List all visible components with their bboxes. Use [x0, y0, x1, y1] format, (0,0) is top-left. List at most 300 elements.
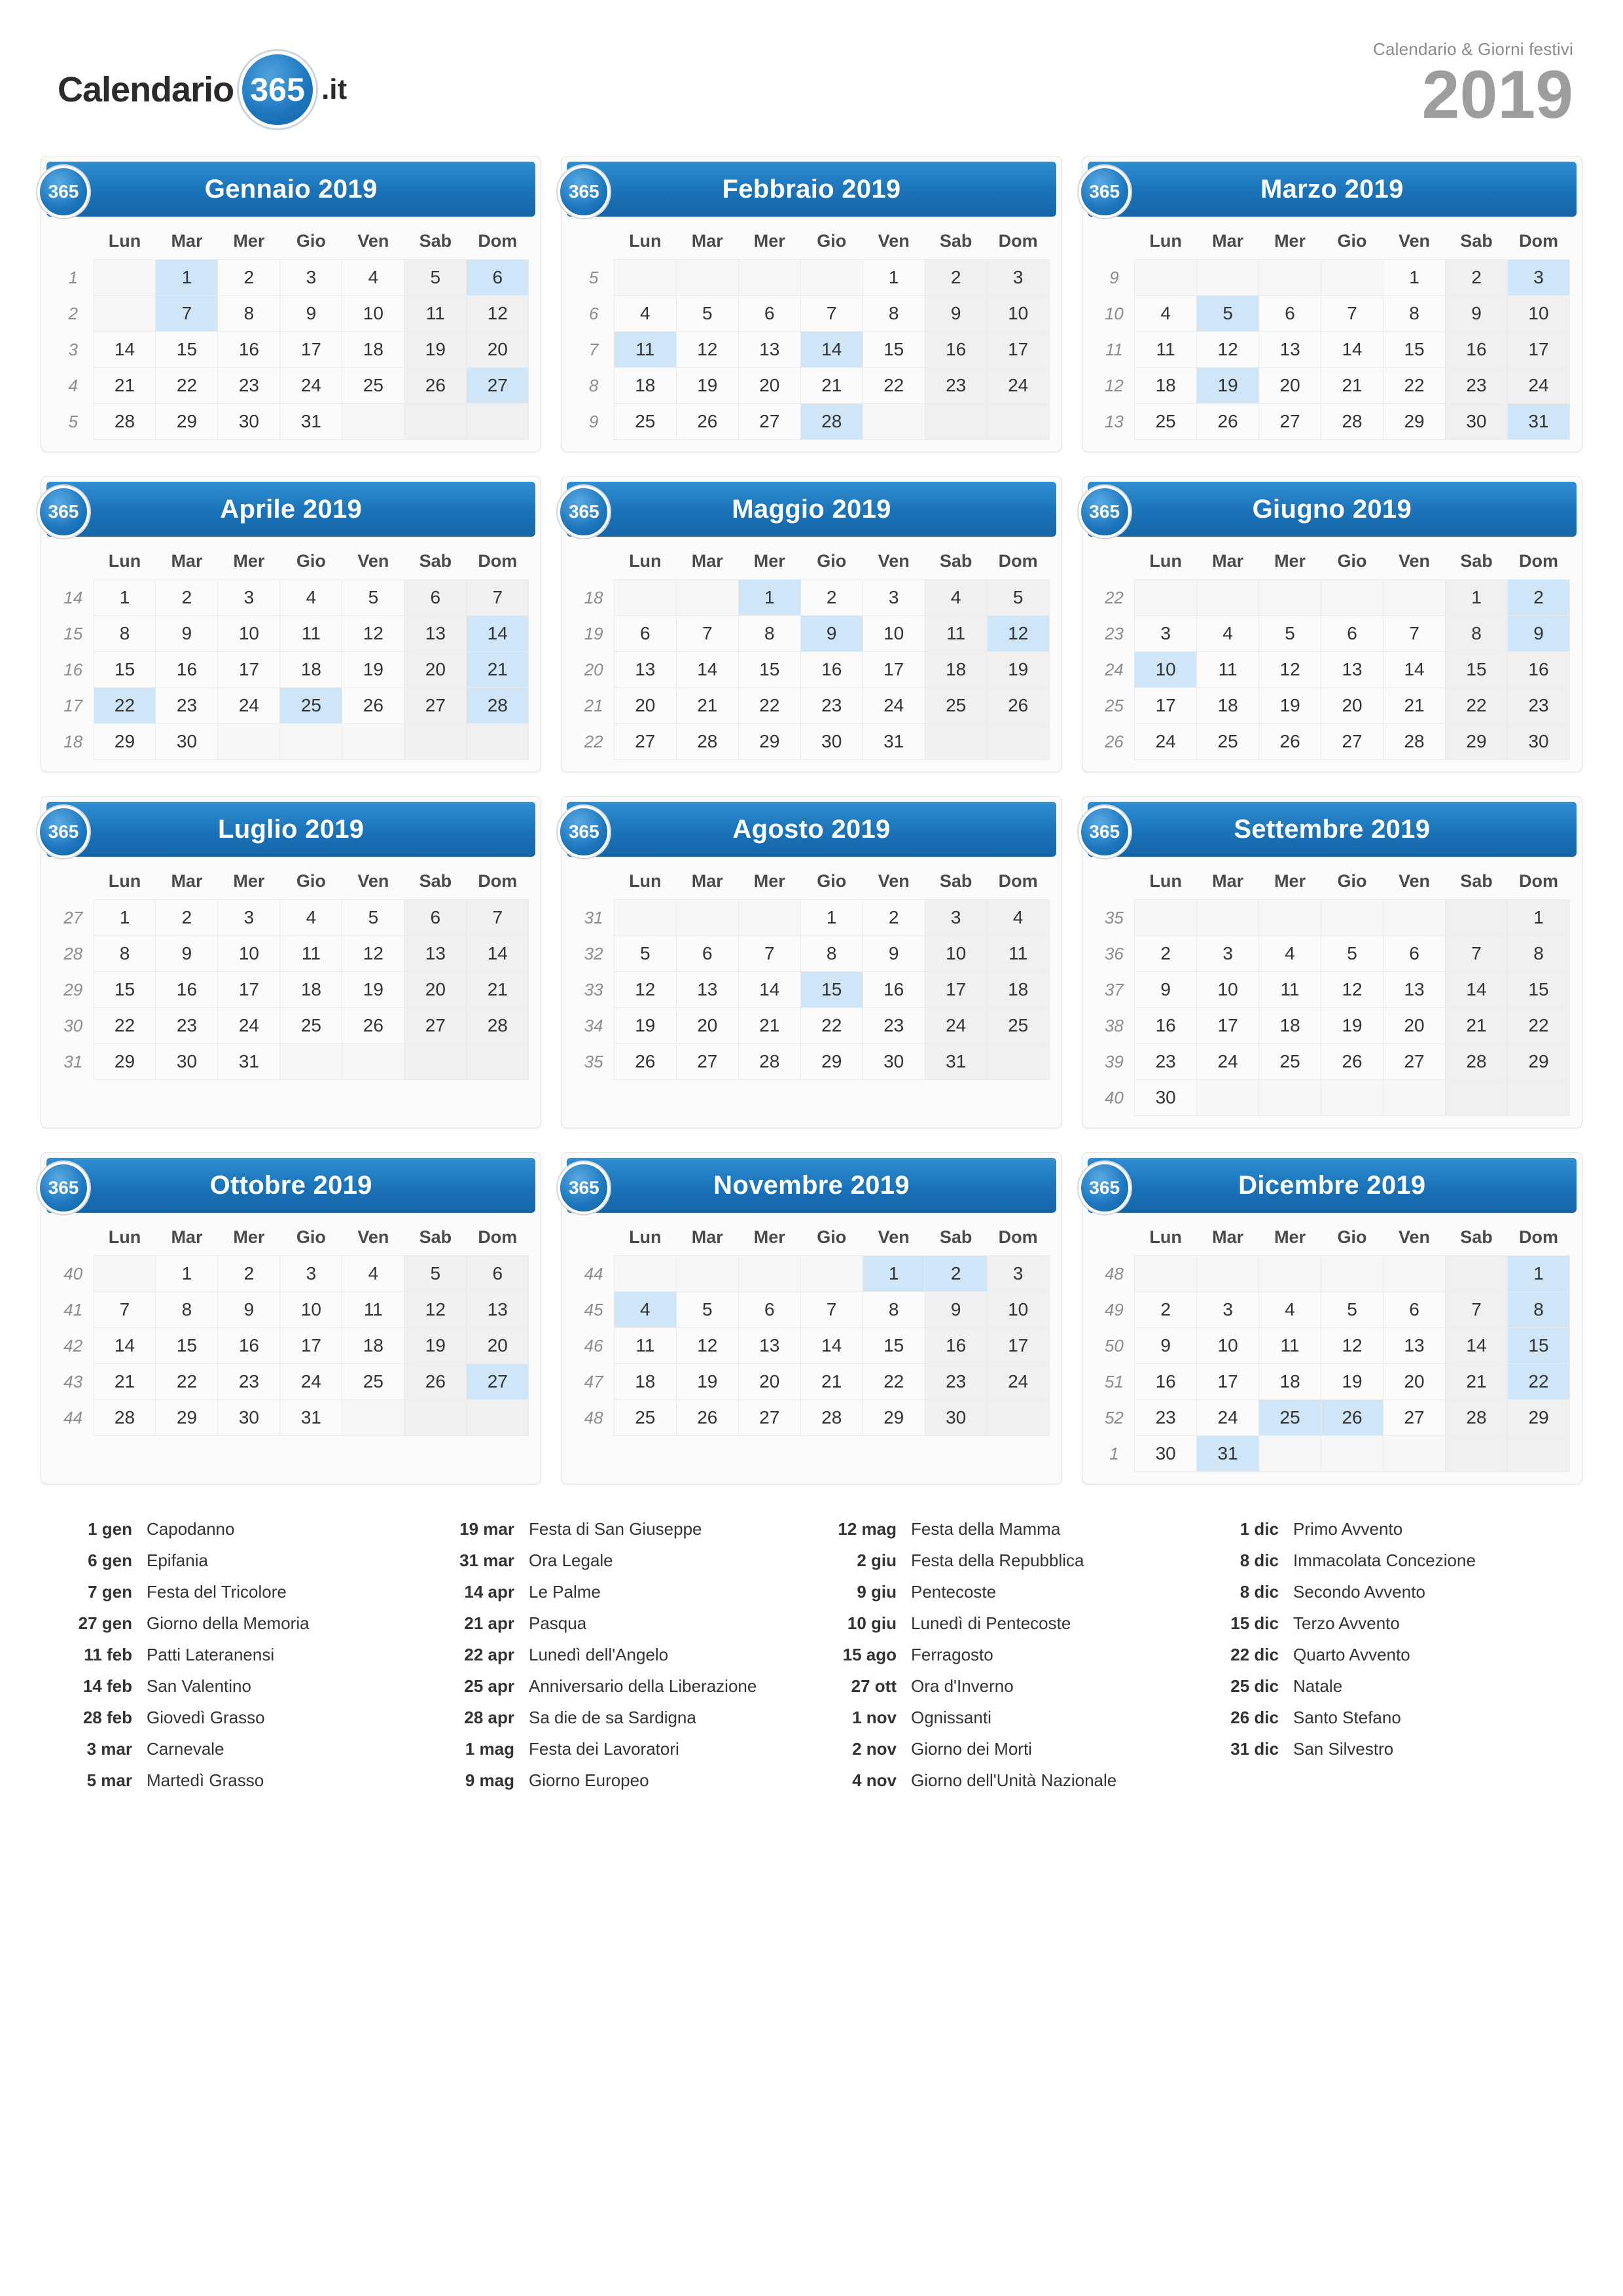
- day-cell[interactable]: 30: [218, 1400, 280, 1436]
- day-cell[interactable]: 6: [1321, 616, 1383, 652]
- day-cell[interactable]: 19: [1197, 368, 1259, 404]
- day-cell[interactable]: 23: [218, 368, 280, 404]
- day-cell[interactable]: 18: [1197, 688, 1259, 724]
- day-cell[interactable]: 17: [1135, 688, 1197, 724]
- day-cell[interactable]: 6: [738, 1292, 800, 1328]
- day-cell[interactable]: 27: [614, 724, 676, 760]
- day-cell[interactable]: 9: [156, 616, 218, 652]
- day-cell[interactable]: 5: [1321, 1292, 1383, 1328]
- day-cell[interactable]: 25: [925, 688, 987, 724]
- day-cell[interactable]: 23: [1135, 1044, 1197, 1080]
- day-cell[interactable]: 15: [863, 332, 925, 368]
- day-cell[interactable]: 20: [1383, 1008, 1446, 1044]
- day-cell[interactable]: 23: [1446, 368, 1508, 404]
- day-cell[interactable]: 19: [614, 1008, 676, 1044]
- day-cell[interactable]: 10: [863, 616, 925, 652]
- day-cell[interactable]: 21: [1383, 688, 1446, 724]
- day-cell[interactable]: 30: [800, 724, 863, 760]
- day-cell[interactable]: 12: [676, 332, 738, 368]
- day-cell[interactable]: 29: [800, 1044, 863, 1080]
- day-cell[interactable]: 22: [863, 1364, 925, 1400]
- day-cell[interactable]: 7: [676, 616, 738, 652]
- day-cell[interactable]: 26: [1259, 724, 1321, 760]
- day-cell[interactable]: 7: [94, 1292, 156, 1328]
- day-cell[interactable]: 10: [280, 1292, 342, 1328]
- day-cell[interactable]: 2: [925, 1256, 987, 1292]
- day-cell[interactable]: 14: [1446, 972, 1508, 1008]
- day-cell[interactable]: 5: [676, 296, 738, 332]
- day-cell[interactable]: 11: [280, 616, 342, 652]
- day-cell[interactable]: 17: [218, 972, 280, 1008]
- day-cell[interactable]: 23: [156, 688, 218, 724]
- site-logo[interactable]: [58, 51, 347, 128]
- day-cell[interactable]: 28: [94, 404, 156, 440]
- day-cell[interactable]: 21: [1446, 1364, 1508, 1400]
- day-cell[interactable]: 28: [800, 404, 863, 440]
- day-cell[interactable]: 26: [676, 1400, 738, 1436]
- day-cell[interactable]: 23: [800, 688, 863, 724]
- day-cell[interactable]: 8: [94, 936, 156, 972]
- day-cell[interactable]: 22: [800, 1008, 863, 1044]
- day-cell[interactable]: 26: [1321, 1044, 1383, 1080]
- day-cell[interactable]: 7: [800, 296, 863, 332]
- day-cell[interactable]: 13: [738, 332, 800, 368]
- day-cell[interactable]: 20: [614, 688, 676, 724]
- day-cell[interactable]: 2: [1135, 1292, 1197, 1328]
- day-cell[interactable]: 10: [218, 616, 280, 652]
- day-cell[interactable]: 1: [800, 900, 863, 936]
- day-cell[interactable]: 11: [342, 1292, 404, 1328]
- day-cell[interactable]: 27: [1259, 404, 1321, 440]
- day-cell[interactable]: 11: [1135, 332, 1197, 368]
- day-cell[interactable]: 19: [987, 652, 1049, 688]
- day-cell[interactable]: 10: [987, 296, 1049, 332]
- day-cell[interactable]: 6: [1383, 1292, 1446, 1328]
- day-cell[interactable]: 8: [800, 936, 863, 972]
- day-cell[interactable]: 10: [1197, 1328, 1259, 1364]
- day-cell[interactable]: 31: [863, 724, 925, 760]
- day-cell[interactable]: 23: [156, 1008, 218, 1044]
- day-cell[interactable]: 5: [987, 580, 1049, 616]
- day-cell[interactable]: 29: [1446, 724, 1508, 760]
- day-cell[interactable]: 24: [280, 1364, 342, 1400]
- day-cell[interactable]: 30: [1135, 1436, 1197, 1472]
- day-cell[interactable]: 31: [218, 1044, 280, 1080]
- day-cell[interactable]: 25: [987, 1008, 1049, 1044]
- day-cell[interactable]: 7: [467, 900, 529, 936]
- day-cell[interactable]: 2: [156, 900, 218, 936]
- day-cell[interactable]: 7: [1446, 1292, 1508, 1328]
- day-cell[interactable]: 3: [1197, 1292, 1259, 1328]
- day-cell[interactable]: 4: [342, 260, 404, 296]
- day-cell[interactable]: 10: [342, 296, 404, 332]
- day-cell[interactable]: 19: [1321, 1008, 1383, 1044]
- day-cell[interactable]: 18: [1135, 368, 1197, 404]
- day-cell[interactable]: 25: [280, 1008, 342, 1044]
- day-cell[interactable]: 26: [404, 368, 467, 404]
- day-cell[interactable]: 21: [676, 688, 738, 724]
- day-cell[interactable]: 29: [863, 1400, 925, 1436]
- day-cell[interactable]: 12: [614, 972, 676, 1008]
- day-cell[interactable]: 20: [404, 652, 467, 688]
- day-cell[interactable]: 19: [404, 1328, 467, 1364]
- day-cell[interactable]: 12: [1259, 652, 1321, 688]
- day-cell[interactable]: 21: [467, 652, 529, 688]
- day-cell[interactable]: 16: [925, 332, 987, 368]
- day-cell[interactable]: 18: [614, 1364, 676, 1400]
- day-cell[interactable]: 20: [467, 332, 529, 368]
- day-cell[interactable]: 30: [1507, 724, 1569, 760]
- day-cell[interactable]: 11: [280, 936, 342, 972]
- day-cell[interactable]: 23: [925, 1364, 987, 1400]
- day-cell[interactable]: 17: [218, 652, 280, 688]
- day-cell[interactable]: 2: [1446, 260, 1508, 296]
- day-cell[interactable]: 1: [156, 260, 218, 296]
- day-cell[interactable]: 16: [863, 972, 925, 1008]
- day-cell[interactable]: 12: [987, 616, 1049, 652]
- day-cell[interactable]: 6: [467, 1256, 529, 1292]
- day-cell[interactable]: 12: [342, 936, 404, 972]
- day-cell[interactable]: 5: [1197, 296, 1259, 332]
- day-cell[interactable]: 7: [467, 580, 529, 616]
- day-cell[interactable]: 22: [94, 1008, 156, 1044]
- day-cell[interactable]: 24: [987, 368, 1049, 404]
- day-cell[interactable]: 29: [1507, 1044, 1569, 1080]
- day-cell[interactable]: 17: [1197, 1008, 1259, 1044]
- day-cell[interactable]: 6: [467, 260, 529, 296]
- day-cell[interactable]: 8: [863, 1292, 925, 1328]
- day-cell[interactable]: 5: [676, 1292, 738, 1328]
- day-cell[interactable]: 30: [1135, 1080, 1197, 1116]
- day-cell[interactable]: 17: [987, 1328, 1049, 1364]
- day-cell[interactable]: 2: [218, 1256, 280, 1292]
- day-cell[interactable]: 6: [404, 900, 467, 936]
- day-cell[interactable]: 12: [1321, 972, 1383, 1008]
- day-cell[interactable]: 9: [863, 936, 925, 972]
- day-cell[interactable]: 5: [404, 260, 467, 296]
- day-cell[interactable]: 13: [676, 972, 738, 1008]
- day-cell[interactable]: 12: [342, 616, 404, 652]
- day-cell[interactable]: 16: [925, 1328, 987, 1364]
- day-cell[interactable]: 25: [614, 1400, 676, 1436]
- day-cell[interactable]: 8: [156, 1292, 218, 1328]
- day-cell[interactable]: 8: [94, 616, 156, 652]
- day-cell[interactable]: 17: [280, 1328, 342, 1364]
- day-cell[interactable]: 14: [738, 972, 800, 1008]
- day-cell[interactable]: 24: [1507, 368, 1569, 404]
- day-cell[interactable]: 14: [94, 1328, 156, 1364]
- day-cell[interactable]: 3: [218, 900, 280, 936]
- day-cell[interactable]: 18: [614, 368, 676, 404]
- day-cell[interactable]: 31: [280, 1400, 342, 1436]
- day-cell[interactable]: 20: [1259, 368, 1321, 404]
- day-cell[interactable]: 18: [280, 972, 342, 1008]
- day-cell[interactable]: 10: [987, 1292, 1049, 1328]
- day-cell[interactable]: 28: [94, 1400, 156, 1436]
- day-cell[interactable]: 18: [280, 652, 342, 688]
- day-cell[interactable]: 31: [1197, 1436, 1259, 1472]
- day-cell[interactable]: 17: [863, 652, 925, 688]
- day-cell[interactable]: 14: [1321, 332, 1383, 368]
- day-cell[interactable]: 24: [1135, 724, 1197, 760]
- day-cell[interactable]: 3: [987, 1256, 1049, 1292]
- day-cell[interactable]: 15: [863, 1328, 925, 1364]
- day-cell[interactable]: 22: [1383, 368, 1446, 404]
- day-cell[interactable]: 23: [1507, 688, 1569, 724]
- day-cell[interactable]: 3: [1197, 936, 1259, 972]
- day-cell[interactable]: 15: [156, 332, 218, 368]
- day-cell[interactable]: 5: [614, 936, 676, 972]
- day-cell[interactable]: 9: [1135, 972, 1197, 1008]
- day-cell[interactable]: 25: [1259, 1400, 1321, 1436]
- day-cell[interactable]: 19: [342, 652, 404, 688]
- day-cell[interactable]: 9: [800, 616, 863, 652]
- day-cell[interactable]: 24: [925, 1008, 987, 1044]
- day-cell[interactable]: 4: [1197, 616, 1259, 652]
- day-cell[interactable]: 27: [676, 1044, 738, 1080]
- day-cell[interactable]: 9: [925, 296, 987, 332]
- day-cell[interactable]: 7: [1383, 616, 1446, 652]
- day-cell[interactable]: 5: [342, 580, 404, 616]
- day-cell[interactable]: 8: [1446, 616, 1508, 652]
- day-cell[interactable]: 16: [218, 1328, 280, 1364]
- day-cell[interactable]: 9: [1135, 1328, 1197, 1364]
- day-cell[interactable]: 14: [1383, 652, 1446, 688]
- day-cell[interactable]: 17: [280, 332, 342, 368]
- day-cell[interactable]: 25: [342, 1364, 404, 1400]
- day-cell[interactable]: 15: [800, 972, 863, 1008]
- day-cell[interactable]: 27: [1321, 724, 1383, 760]
- day-cell[interactable]: 7: [800, 1292, 863, 1328]
- day-cell[interactable]: 25: [614, 404, 676, 440]
- day-cell[interactable]: 23: [925, 368, 987, 404]
- day-cell[interactable]: 8: [1507, 1292, 1569, 1328]
- day-cell[interactable]: 28: [800, 1400, 863, 1436]
- day-cell[interactable]: 2: [925, 260, 987, 296]
- day-cell[interactable]: 11: [925, 616, 987, 652]
- day-cell[interactable]: 3: [925, 900, 987, 936]
- day-cell[interactable]: 14: [1446, 1328, 1508, 1364]
- day-cell[interactable]: 23: [218, 1364, 280, 1400]
- day-cell[interactable]: 27: [738, 404, 800, 440]
- day-cell[interactable]: 10: [925, 936, 987, 972]
- day-cell[interactable]: 29: [738, 724, 800, 760]
- day-cell[interactable]: 18: [1259, 1008, 1321, 1044]
- day-cell[interactable]: 1: [156, 1256, 218, 1292]
- day-cell[interactable]: 6: [1259, 296, 1321, 332]
- day-cell[interactable]: 15: [94, 972, 156, 1008]
- day-cell[interactable]: 11: [1259, 1328, 1321, 1364]
- day-cell[interactable]: 22: [94, 688, 156, 724]
- day-cell[interactable]: 8: [1383, 296, 1446, 332]
- day-cell[interactable]: 20: [676, 1008, 738, 1044]
- day-cell[interactable]: 15: [94, 652, 156, 688]
- day-cell[interactable]: 28: [676, 724, 738, 760]
- day-cell[interactable]: 26: [404, 1364, 467, 1400]
- day-cell[interactable]: 7: [738, 936, 800, 972]
- day-cell[interactable]: 20: [1383, 1364, 1446, 1400]
- day-cell[interactable]: 22: [1507, 1364, 1569, 1400]
- day-cell[interactable]: 9: [156, 936, 218, 972]
- day-cell[interactable]: 1: [94, 580, 156, 616]
- day-cell[interactable]: 5: [1321, 936, 1383, 972]
- day-cell[interactable]: 8: [218, 296, 280, 332]
- day-cell[interactable]: 14: [800, 332, 863, 368]
- day-cell[interactable]: 17: [925, 972, 987, 1008]
- day-cell[interactable]: 21: [94, 368, 156, 404]
- day-cell[interactable]: 19: [1321, 1364, 1383, 1400]
- day-cell[interactable]: 30: [1446, 404, 1508, 440]
- day-cell[interactable]: 28: [467, 1008, 529, 1044]
- day-cell[interactable]: 24: [218, 1008, 280, 1044]
- day-cell[interactable]: 16: [156, 972, 218, 1008]
- day-cell[interactable]: 11: [614, 1328, 676, 1364]
- day-cell[interactable]: 4: [987, 900, 1049, 936]
- day-cell[interactable]: 10: [1507, 296, 1569, 332]
- day-cell[interactable]: 15: [1383, 332, 1446, 368]
- day-cell[interactable]: 6: [738, 296, 800, 332]
- day-cell[interactable]: 7: [156, 296, 218, 332]
- day-cell[interactable]: 16: [156, 652, 218, 688]
- day-cell[interactable]: 12: [1321, 1328, 1383, 1364]
- day-cell[interactable]: 13: [1321, 652, 1383, 688]
- day-cell[interactable]: 20: [1321, 688, 1383, 724]
- day-cell[interactable]: 25: [280, 688, 342, 724]
- day-cell[interactable]: 15: [1446, 652, 1508, 688]
- day-cell[interactable]: 16: [1507, 652, 1569, 688]
- day-cell[interactable]: 31: [1507, 404, 1569, 440]
- day-cell[interactable]: 28: [1383, 724, 1446, 760]
- day-cell[interactable]: 18: [987, 972, 1049, 1008]
- day-cell[interactable]: 1: [863, 260, 925, 296]
- day-cell[interactable]: 22: [738, 688, 800, 724]
- day-cell[interactable]: 22: [1507, 1008, 1569, 1044]
- day-cell[interactable]: 21: [94, 1364, 156, 1400]
- day-cell[interactable]: 9: [925, 1292, 987, 1328]
- day-cell[interactable]: 13: [404, 616, 467, 652]
- day-cell[interactable]: 19: [404, 332, 467, 368]
- day-cell[interactable]: 28: [1446, 1044, 1508, 1080]
- day-cell[interactable]: 2: [1135, 936, 1197, 972]
- day-cell[interactable]: 19: [342, 972, 404, 1008]
- day-cell[interactable]: 19: [676, 368, 738, 404]
- day-cell[interactable]: 4: [342, 1256, 404, 1292]
- day-cell[interactable]: 29: [94, 1044, 156, 1080]
- day-cell[interactable]: 19: [1259, 688, 1321, 724]
- day-cell[interactable]: 28: [467, 688, 529, 724]
- day-cell[interactable]: 21: [800, 368, 863, 404]
- day-cell[interactable]: 13: [467, 1292, 529, 1328]
- day-cell[interactable]: 30: [925, 1400, 987, 1436]
- day-cell[interactable]: 4: [614, 296, 676, 332]
- day-cell[interactable]: 27: [738, 1400, 800, 1436]
- day-cell[interactable]: 16: [1135, 1364, 1197, 1400]
- day-cell[interactable]: 29: [156, 1400, 218, 1436]
- day-cell[interactable]: 18: [342, 332, 404, 368]
- day-cell[interactable]: 22: [1446, 688, 1508, 724]
- day-cell[interactable]: 2: [863, 900, 925, 936]
- day-cell[interactable]: 7: [1446, 936, 1508, 972]
- day-cell[interactable]: 6: [676, 936, 738, 972]
- day-cell[interactable]: 17: [1507, 332, 1569, 368]
- day-cell[interactable]: 26: [342, 1008, 404, 1044]
- day-cell[interactable]: 11: [404, 296, 467, 332]
- day-cell[interactable]: 28: [1321, 404, 1383, 440]
- day-cell[interactable]: 12: [467, 296, 529, 332]
- day-cell[interactable]: 18: [1259, 1364, 1321, 1400]
- day-cell[interactable]: 6: [614, 616, 676, 652]
- day-cell[interactable]: 2: [1507, 580, 1569, 616]
- day-cell[interactable]: 14: [800, 1328, 863, 1364]
- day-cell[interactable]: 12: [404, 1292, 467, 1328]
- day-cell[interactable]: 13: [1383, 1328, 1446, 1364]
- day-cell[interactable]: 13: [1259, 332, 1321, 368]
- day-cell[interactable]: 26: [676, 404, 738, 440]
- day-cell[interactable]: 24: [280, 368, 342, 404]
- day-cell[interactable]: 24: [218, 688, 280, 724]
- day-cell[interactable]: 10: [1197, 972, 1259, 1008]
- day-cell[interactable]: 1: [1507, 1256, 1569, 1292]
- day-cell[interactable]: 4: [280, 900, 342, 936]
- day-cell[interactable]: 14: [467, 616, 529, 652]
- day-cell[interactable]: 16: [218, 332, 280, 368]
- day-cell[interactable]: 8: [738, 616, 800, 652]
- day-cell[interactable]: 22: [156, 368, 218, 404]
- day-cell[interactable]: 6: [1383, 936, 1446, 972]
- day-cell[interactable]: 25: [1259, 1044, 1321, 1080]
- day-cell[interactable]: 7: [1321, 296, 1383, 332]
- day-cell[interactable]: 16: [800, 652, 863, 688]
- day-cell[interactable]: 30: [863, 1044, 925, 1080]
- day-cell[interactable]: 1: [1446, 580, 1508, 616]
- day-cell[interactable]: 21: [738, 1008, 800, 1044]
- day-cell[interactable]: 27: [404, 1008, 467, 1044]
- day-cell[interactable]: 25: [1197, 724, 1259, 760]
- day-cell[interactable]: 29: [156, 404, 218, 440]
- day-cell[interactable]: 11: [1259, 972, 1321, 1008]
- day-cell[interactable]: 4: [1259, 1292, 1321, 1328]
- day-cell[interactable]: 13: [614, 652, 676, 688]
- day-cell[interactable]: 25: [1135, 404, 1197, 440]
- day-cell[interactable]: 8: [863, 296, 925, 332]
- day-cell[interactable]: 3: [1507, 260, 1569, 296]
- day-cell[interactable]: 26: [1197, 404, 1259, 440]
- day-cell[interactable]: 13: [404, 936, 467, 972]
- day-cell[interactable]: 21: [800, 1364, 863, 1400]
- day-cell[interactable]: 10: [1135, 652, 1197, 688]
- day-cell[interactable]: 9: [1507, 616, 1569, 652]
- day-cell[interactable]: 12: [676, 1328, 738, 1364]
- day-cell[interactable]: 1: [863, 1256, 925, 1292]
- day-cell[interactable]: 23: [863, 1008, 925, 1044]
- day-cell[interactable]: 21: [1321, 368, 1383, 404]
- day-cell[interactable]: 20: [738, 1364, 800, 1400]
- day-cell[interactable]: 27: [467, 1364, 529, 1400]
- day-cell[interactable]: 21: [467, 972, 529, 1008]
- day-cell[interactable]: 20: [738, 368, 800, 404]
- day-cell[interactable]: 5: [1259, 616, 1321, 652]
- day-cell[interactable]: 27: [404, 688, 467, 724]
- day-cell[interactable]: 14: [467, 936, 529, 972]
- day-cell[interactable]: 9: [280, 296, 342, 332]
- day-cell[interactable]: 5: [342, 900, 404, 936]
- day-cell[interactable]: 3: [863, 580, 925, 616]
- day-cell[interactable]: 31: [280, 404, 342, 440]
- day-cell[interactable]: 28: [1446, 1400, 1508, 1436]
- day-cell[interactable]: 1: [94, 900, 156, 936]
- day-cell[interactable]: 30: [156, 724, 218, 760]
- day-cell[interactable]: 29: [94, 724, 156, 760]
